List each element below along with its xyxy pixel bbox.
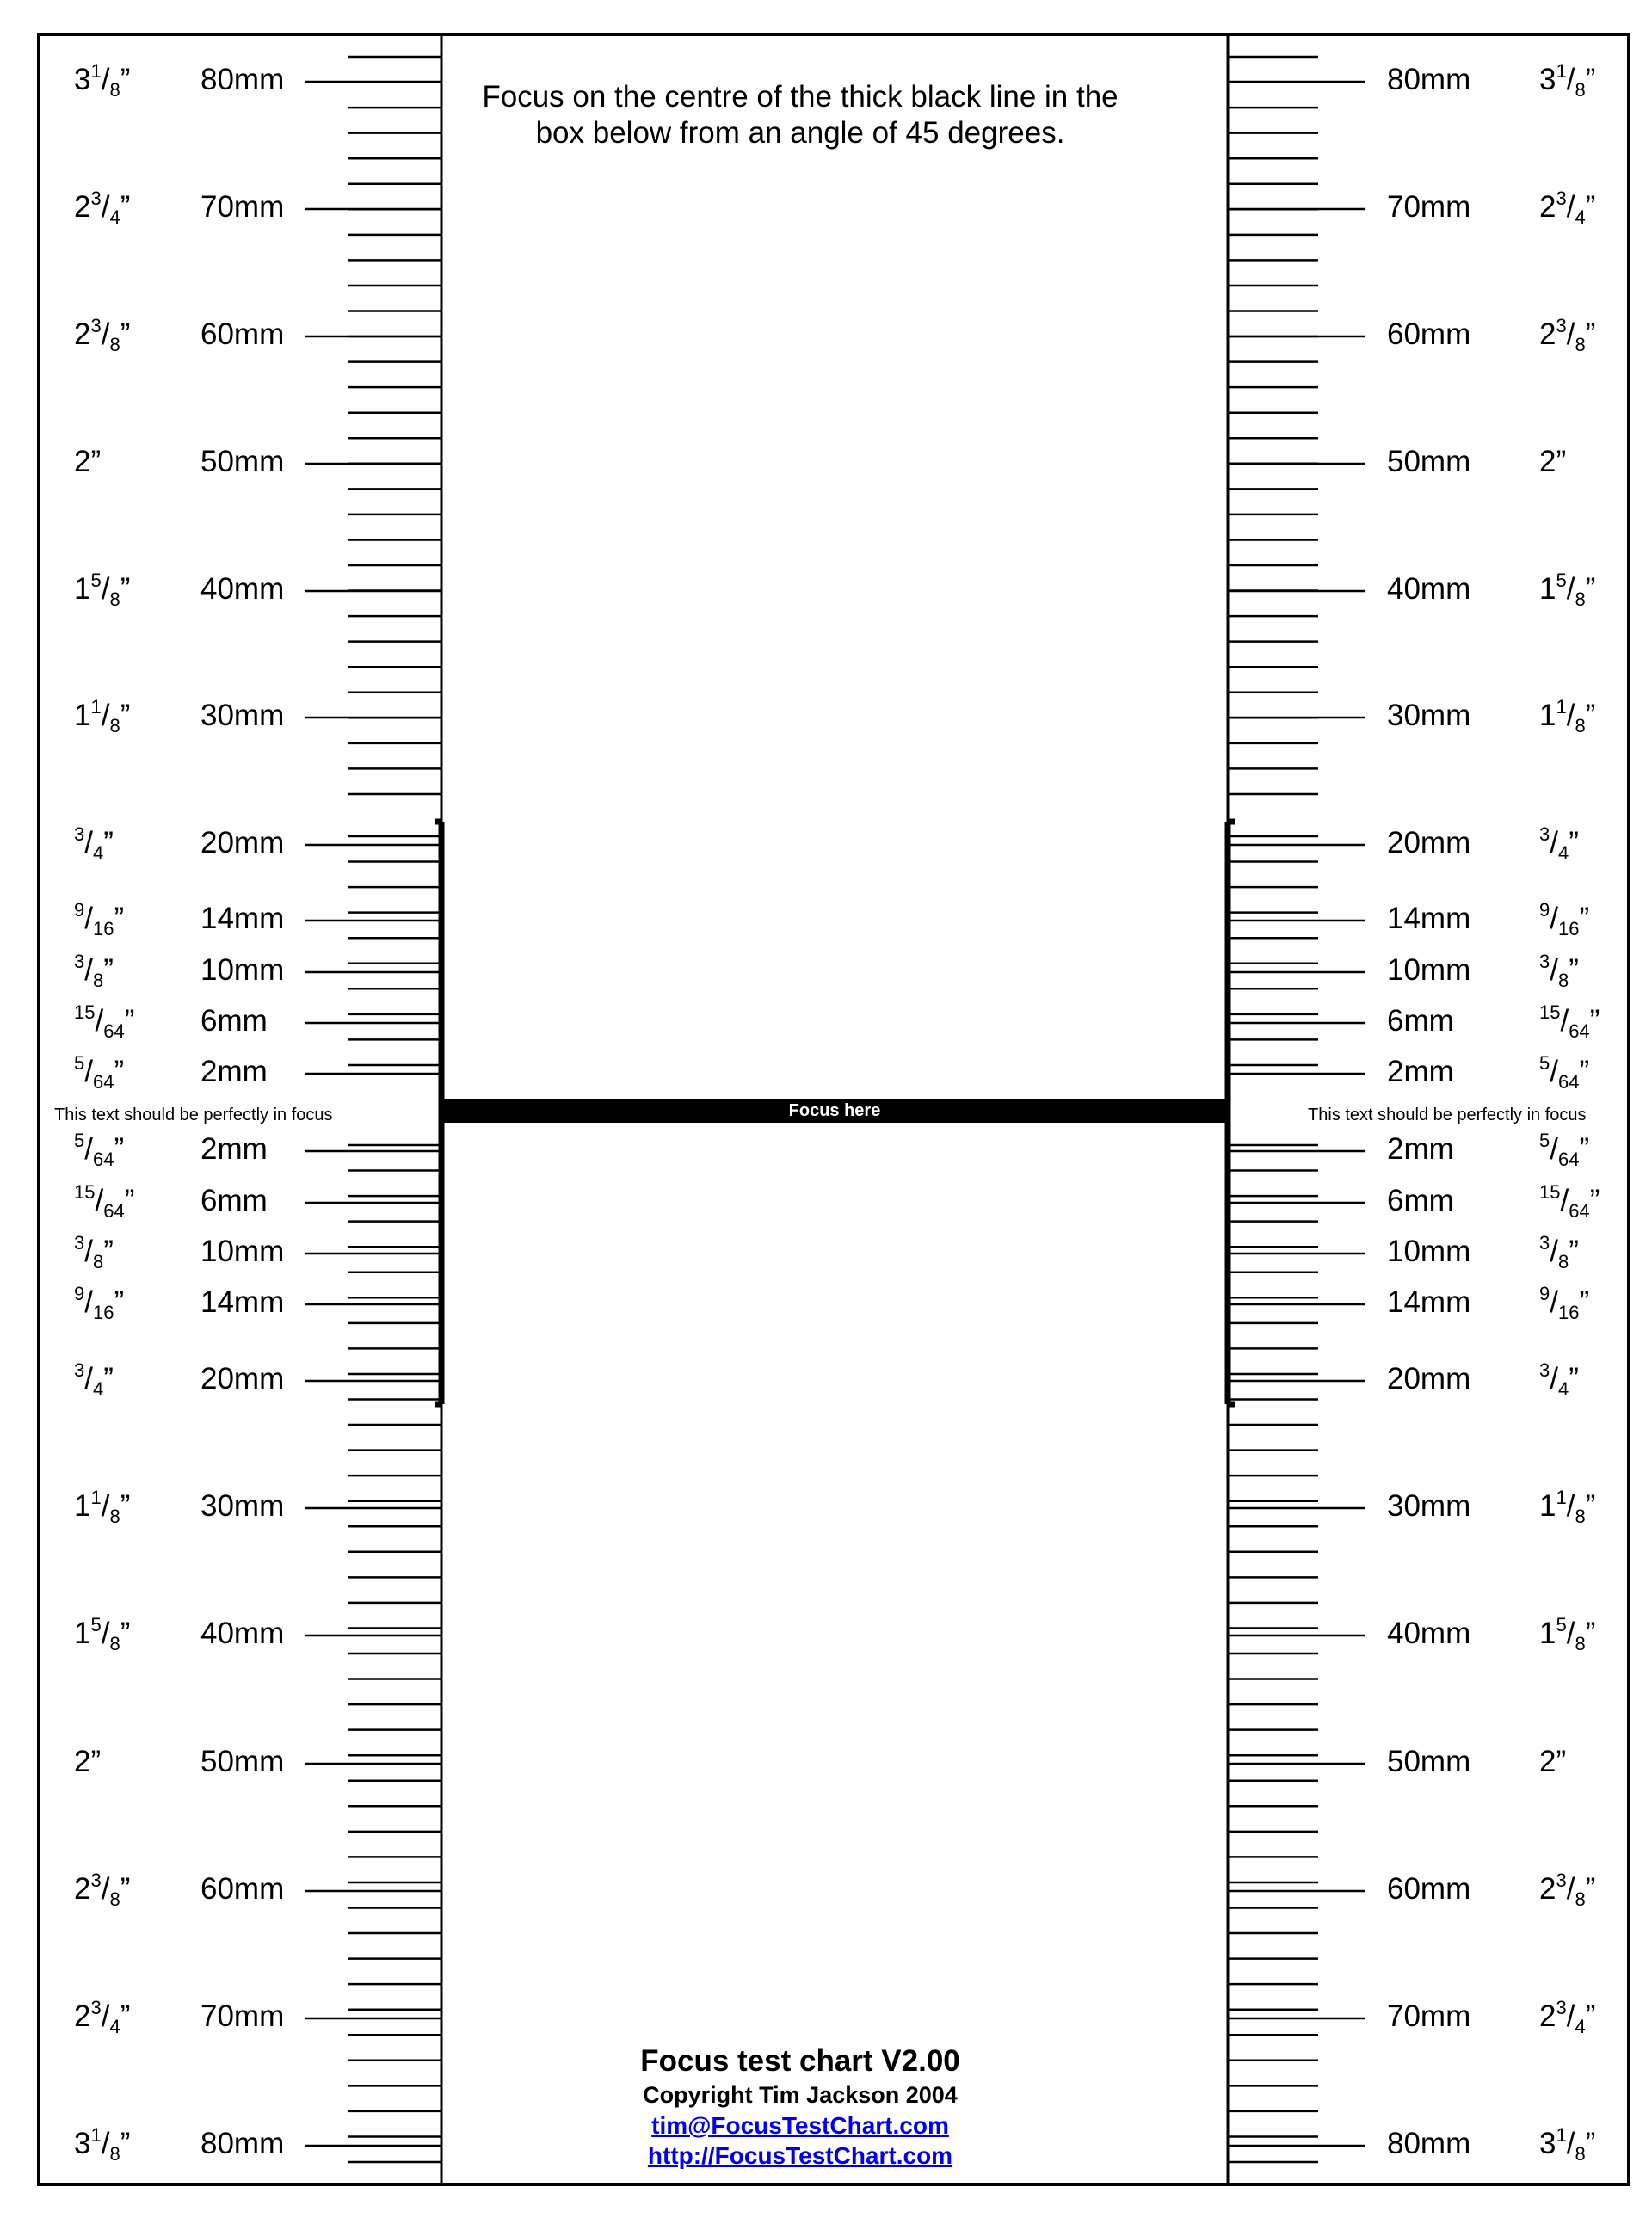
inch-label-left: $3^1/_8$” bbox=[74, 60, 131, 101]
mm-label-left: 30mm bbox=[200, 699, 285, 732]
mm-label-left: 40mm bbox=[200, 1617, 285, 1650]
inch-label-right: $^5/_{64}$” bbox=[1539, 1052, 1590, 1093]
mm-label-left: 2mm bbox=[200, 1132, 268, 1166]
inch-label-left: $1^1/_8$” bbox=[74, 1487, 131, 1527]
inch-label-left: $1^5/_8$” bbox=[74, 1614, 131, 1654]
mm-label-left: 6mm bbox=[200, 1004, 268, 1038]
mm-label-left: 2mm bbox=[200, 1055, 268, 1088]
inch-label-right: $^3/_4$” bbox=[1539, 1359, 1579, 1400]
copyright-text: Copyright Tim Jackson 2004 bbox=[643, 2081, 958, 2108]
inch-label-right: $1^1/_8$” bbox=[1539, 1487, 1596, 1527]
inch-label-left: $^3/_8$” bbox=[74, 1232, 114, 1272]
mm-label-left: 10mm bbox=[200, 1235, 285, 1268]
chart-footer bbox=[482, 2042, 1119, 2171]
mm-label-right: 2mm bbox=[1387, 1132, 1454, 1166]
mm-label-left: 60mm bbox=[200, 1872, 285, 1906]
mm-label-left: 14mm bbox=[200, 902, 285, 935]
inch-label-right: $^9/_{16}$” bbox=[1539, 1283, 1590, 1323]
email-link[interactable]: tim@FocusTestChart.com bbox=[651, 2111, 949, 2139]
inch-label-left: $2^3/_8$” bbox=[74, 1870, 131, 1910]
mm-label-left: 20mm bbox=[200, 1362, 285, 1395]
mm-label-left: 14mm bbox=[200, 1285, 285, 1319]
mm-label-left: 80mm bbox=[200, 63, 285, 96]
mm-label-right: 14mm bbox=[1387, 902, 1471, 935]
inch-label-right: $1^1/_8$” bbox=[1539, 696, 1596, 736]
mm-label-right: 10mm bbox=[1387, 1235, 1471, 1268]
inch-label-right: $2^3/_8$” bbox=[1539, 1870, 1596, 1910]
chart-title: Focus test chart V2.00 bbox=[640, 2044, 960, 2078]
mm-label-left: 40mm bbox=[200, 572, 285, 606]
inch-label-left: $1^1/_8$” bbox=[74, 696, 131, 736]
inch-label-right: $1^5/_8$” bbox=[1539, 1614, 1596, 1654]
mm-label-right: 20mm bbox=[1387, 1362, 1471, 1395]
mm-label-left: 10mm bbox=[200, 953, 285, 987]
inch-label-left: $^3/_4$” bbox=[74, 823, 114, 864]
inch-label-left: $^{15}/_{64}$” bbox=[74, 1181, 135, 1222]
mm-label-right: 50mm bbox=[1387, 1745, 1471, 1778]
mm-label-left: 50mm bbox=[200, 1745, 285, 1778]
inch-label-left: $^{15}/_{64}$” bbox=[74, 1001, 135, 1042]
mm-label-right: 30mm bbox=[1387, 699, 1471, 732]
mm-label-right: 2mm bbox=[1387, 1055, 1454, 1088]
mm-label-right: 80mm bbox=[1387, 2127, 1471, 2160]
mm-label-right: 30mm bbox=[1387, 1489, 1471, 1523]
inch-label-left: $1^5/_8$” bbox=[74, 570, 131, 610]
mm-label-right: 20mm bbox=[1387, 826, 1471, 859]
inch-label-right: $2^3/_8$” bbox=[1539, 315, 1596, 355]
focus-note-right: This text should be perfectly in focus bbox=[1308, 1106, 1587, 1124]
inch-label-right: $^{15}/_{64}$” bbox=[1539, 1181, 1600, 1222]
inch-label-left: $2^3/_8$” bbox=[74, 315, 131, 355]
mm-label-left: 30mm bbox=[200, 1489, 285, 1523]
inch-label-left: $^5/_{64}$” bbox=[74, 1052, 125, 1093]
inch-label-right: $2^3/_4$” bbox=[1539, 188, 1596, 228]
mm-label-right: 70mm bbox=[1387, 1999, 1471, 2033]
focus-here-label: Focus here bbox=[788, 1101, 881, 1120]
mm-label-left: 20mm bbox=[200, 826, 285, 859]
inch-label-left: 2” bbox=[74, 445, 102, 478]
inch-label-left: $^5/_{64}$” bbox=[74, 1130, 125, 1170]
inch-label-right: $2^3/_4$” bbox=[1539, 1997, 1596, 2037]
mm-label-right: 60mm bbox=[1387, 317, 1471, 351]
inch-label-right: 2” bbox=[1539, 445, 1567, 478]
inch-label-right: $3^1/_8$” bbox=[1539, 60, 1596, 101]
mm-label-right: 70mm bbox=[1387, 190, 1471, 224]
inch-label-left: $^3/_4$” bbox=[74, 1359, 114, 1400]
inch-label-left: $2^3/_4$” bbox=[74, 188, 131, 228]
mm-label-left: 6mm bbox=[200, 1184, 268, 1217]
mm-label-right: 14mm bbox=[1387, 1285, 1471, 1319]
mm-label-right: 6mm bbox=[1387, 1184, 1454, 1217]
inch-label-right: $^5/_{64}$” bbox=[1539, 1130, 1590, 1170]
inch-label-left: $^9/_{16}$” bbox=[74, 899, 125, 940]
focus-note-left: This text should be perfectly in focus bbox=[54, 1106, 333, 1124]
inch-label-right: $1^5/_8$” bbox=[1539, 570, 1596, 610]
inch-label-left: $^9/_{16}$” bbox=[74, 1283, 125, 1323]
inch-label-right: $^3/_4$” bbox=[1539, 823, 1579, 864]
inch-label-right: $^{15}/_{64}$” bbox=[1539, 1001, 1600, 1042]
mm-label-left: 80mm bbox=[200, 2127, 285, 2160]
inch-label-right: $^3/_8$” bbox=[1539, 1232, 1579, 1272]
mm-label-left: 70mm bbox=[200, 1999, 285, 2033]
inch-label-left: $^3/_8$” bbox=[74, 951, 114, 991]
mm-label-right: 40mm bbox=[1387, 572, 1471, 606]
website-link[interactable]: http://FocusTestChart.com bbox=[647, 2141, 953, 2169]
inch-label-right: 2” bbox=[1539, 1745, 1567, 1778]
mm-label-left: 70mm bbox=[200, 190, 285, 224]
inch-label-right: $^3/_8$” bbox=[1539, 951, 1579, 991]
inch-label-right: $3^1/_8$” bbox=[1539, 2124, 1596, 2165]
mm-label-right: 10mm bbox=[1387, 953, 1471, 987]
mm-label-right: 6mm bbox=[1387, 1004, 1454, 1038]
mm-label-right: 50mm bbox=[1387, 445, 1471, 478]
mm-label-right: 80mm bbox=[1387, 63, 1471, 96]
inch-label-left: 2” bbox=[74, 1745, 102, 1778]
inch-label-left: $3^1/_8$” bbox=[74, 2124, 131, 2165]
instructions-text: Focus on the centre of the thick black line in the box below from an angle of 45 degrees. bbox=[482, 80, 1119, 150]
mm-label-right: 60mm bbox=[1387, 1872, 1471, 1906]
mm-label-left: 60mm bbox=[200, 317, 285, 351]
inch-label-left: $2^3/_4$” bbox=[74, 1997, 131, 2037]
inch-label-right: $^9/_{16}$” bbox=[1539, 899, 1590, 940]
mm-label-left: 50mm bbox=[200, 445, 285, 478]
mm-label-right: 40mm bbox=[1387, 1617, 1471, 1650]
